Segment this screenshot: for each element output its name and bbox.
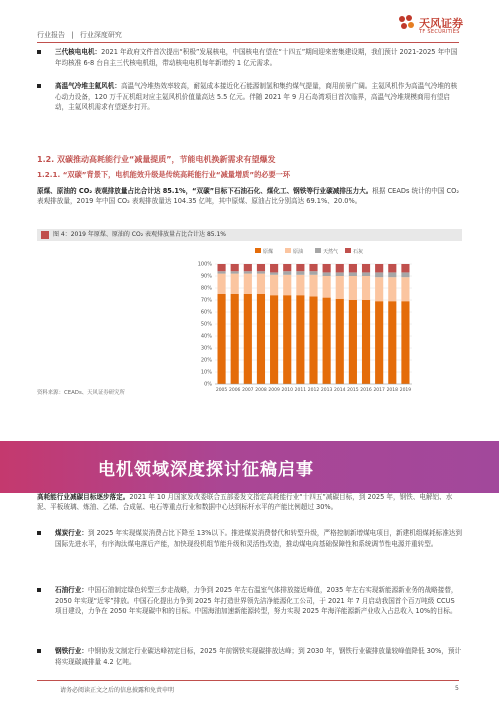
bar-segment: [270, 272, 278, 274]
bar-segment: [309, 271, 317, 275]
x-tick-label: 2012: [307, 388, 320, 393]
bullet-text: [55, 646, 462, 667]
bar-segment: [349, 272, 357, 276]
legend-label: 天然气: [323, 249, 339, 255]
paragraph-targets: [37, 492, 462, 512]
bullet-helium-fan: [37, 81, 462, 113]
x-tick-label: 2006: [228, 388, 241, 393]
bar-segment: [217, 264, 225, 271]
bar-segment: [336, 272, 344, 276]
x-tick-label: 2016: [360, 388, 372, 393]
bar-segment: [388, 301, 396, 384]
bar-segment: [401, 272, 409, 277]
bar-segment: [309, 264, 317, 271]
bar-segment: [362, 264, 370, 272]
x-tick-label: 2017: [373, 388, 385, 393]
legend-swatch: [315, 248, 321, 253]
bar-segment: [283, 275, 291, 295]
bar-segment: [349, 276, 357, 300]
page-number: 5: [455, 685, 459, 692]
bullet-oil: [37, 585, 462, 617]
bar-segment: [362, 276, 370, 300]
report-category: 行业深度研究: [79, 31, 122, 39]
bullet-marker: [37, 50, 41, 54]
bullet-text: [55, 528, 462, 549]
emissions-chart: [37, 244, 462, 394]
bar-segment: [296, 264, 304, 271]
bar-segment: [309, 296, 317, 384]
bar-segment: [375, 277, 383, 301]
bullet-label: 煤炭行业：: [55, 529, 88, 537]
breadcrumb: [37, 30, 126, 40]
paragraph-body: 2021 年 10 月国家发改委联合五部委发文指定高耗能行业“十四五”减碳目标，到 2025 年，钢铁、电解铝、水泥、平板玻璃、炼油、乙烯、合成氨、电石等重点行业和数据中心达到标杆水平的产能比例超过 30%。: [37, 493, 453, 512]
legend-label: 石灰: [353, 249, 364, 255]
bar-segment: [217, 274, 225, 294]
x-tick-label: 2013: [320, 388, 333, 393]
paragraph-emissions: [37, 186, 462, 206]
bar-segment: [244, 294, 252, 384]
x-tick-label: 2015: [347, 388, 359, 393]
bar-segment: [375, 272, 383, 277]
bullet-label: 高温气冷堆主氦风机：: [55, 82, 121, 90]
legend-swatch: [285, 248, 291, 253]
bar-segment: [296, 271, 304, 275]
bar-segment: [401, 301, 409, 384]
x-tick-label: 2019: [399, 388, 412, 393]
section-title: 1.2. 双碳推动高耗能行业“减量提质”，节能电机换新需求有望爆发: [37, 155, 276, 164]
bar-segment: [231, 264, 239, 271]
bar-segment: [349, 264, 357, 272]
chart-header-text: 图 4：2019 年原煤、原油的 CO₂ 表观排放量占比合计达 85.1%: [53, 231, 227, 238]
bar-segment: [296, 275, 304, 295]
x-tick-label: 2010: [281, 388, 293, 393]
chart-header: [37, 229, 462, 241]
y-tick-label: 80%: [200, 285, 212, 292]
x-tick-label: 2014: [334, 388, 346, 393]
paragraph-label: 高耗能行业减碳目标逐步落定。: [37, 493, 130, 501]
bar-segment: [388, 277, 396, 301]
subsection-title: 1.2.1. “双碳”背景下，电机能效升级是传统高耗能行业“减量增质”的必要一环: [37, 170, 291, 179]
bar-segment: [270, 295, 278, 384]
y-tick-label: 40%: [200, 333, 212, 340]
bar-segment: [388, 272, 396, 277]
footer-divider: [37, 680, 459, 681]
bar-segment: [257, 294, 265, 384]
paragraph-label: 原煤、原油的 CO₂ 表观排放量占比合计达 85.1%，“双碳”目标下石油石化、煤化工、钢铁等行业碳减排压力大。: [37, 187, 373, 195]
chart-source: 资料来源：CEADs、天风证券研究所: [37, 390, 125, 396]
bar-segment: [323, 272, 331, 276]
footer-disclaimer[interactable]: 请务必阅读正文之后的信息披露和免责申明: [60, 687, 175, 694]
bar-segment: [323, 264, 331, 272]
logo-mark-icon: [397, 14, 415, 32]
bar-segment: [270, 275, 278, 295]
bar-segment: [283, 271, 291, 275]
y-tick-label: 70%: [200, 297, 212, 304]
bar-segment: [257, 271, 265, 273]
bar-segment: [401, 264, 409, 272]
bar-segment: [296, 295, 304, 384]
bullet-label: 钢铁行业：: [55, 647, 88, 655]
x-tick-label: 2009: [268, 388, 280, 393]
bar-segment: [244, 274, 252, 294]
bar-segment: [257, 274, 265, 294]
bar-segment: [231, 274, 239, 294]
bar-segment: [336, 299, 344, 384]
bar-segment: [375, 301, 383, 384]
bar-segment: [244, 271, 252, 273]
bullet-marker: [37, 649, 41, 653]
bar-segment: [257, 264, 265, 271]
page-header: [0, 0, 499, 48]
bullet-marker: [37, 531, 41, 535]
x-tick-label: 2005: [215, 388, 228, 393]
bullet-body: 2021 年政府文件首次提出“积极”发展核电，中国核电有望在“十四五”期间迎来密集建设期，我们预计 2021-2025 年中国年均核准 6-8 台自主三代核电机组，带动核电电机每年新增约 1 亿元需求。: [55, 48, 458, 67]
company-logo: [397, 14, 479, 38]
bullet-coal: [37, 528, 462, 549]
bar-segment: [231, 271, 239, 273]
legend-label: 原煤: [263, 249, 274, 255]
legend-label: 原油: [293, 249, 304, 255]
paragraph-body: 根据 CEADs 统计的中国 CO₂ 表观排放量，2019 年中国 CO₂ 表观排放量达 104.35 亿吨，其中原煤、原油占比分别高达 69.1%、20.0%。: [37, 187, 459, 206]
bullet-nuclear-motor: [37, 47, 462, 68]
bar-segment: [401, 277, 409, 301]
bar-segment: [309, 275, 317, 297]
bullet-label: 石油行业：: [55, 586, 88, 594]
bullet-body: 到 2025 年实现煤炭消费占比下降至 13%以下。推进煤炭消费替代和转型升级，严格控制新增煤电项目，新建机组煤耗标准达到国际先进水平，有序淘汰煤电落后产能，加快现役机组节能升级和灵活性改造，推动煤电向基础保障性和系统调节性电源并重转型。: [55, 529, 462, 548]
x-tick-label: 2011: [294, 388, 307, 393]
legend-swatch: [345, 248, 351, 253]
bar-segment: [283, 264, 291, 271]
bar-segment: [362, 272, 370, 276]
bar-segment: [283, 295, 291, 384]
x-tick-label: 2007: [242, 388, 254, 393]
bar-segment: [270, 264, 278, 272]
bar-segment: [375, 264, 383, 272]
y-tick-label: 10%: [200, 369, 212, 376]
bar-segment: [336, 264, 344, 272]
y-tick-label: 90%: [200, 273, 212, 280]
bullet-marker: [37, 84, 41, 88]
bar-segment: [217, 294, 225, 384]
header-divider: [37, 42, 459, 43]
bar-segment: [349, 300, 357, 384]
chart-header-icon: [41, 231, 49, 239]
bar-segment: [323, 276, 331, 298]
bullet-marker: [37, 588, 41, 592]
bullet-body: 中国石油制定绿色转型三步走战略，力争到 2025 年左右温室气体排放接近峰值，2035 年左右实现新能源新业务的战略接替，2050 年实现“近零”排放。中国石化提出力争到 2025 年打造世界领先洁净能源化工公司，于 2021 年 7 月启动我国首个百万吨级 CCUS 项目建设，力争在 2050 年实现碳中和的目标。中国海油加速新能源转型，努力实现 2025 年海洋能源新产业收入占总收入 10%的目标。: [55, 586, 458, 615]
breadcrumb-separator: |: [71, 31, 74, 39]
x-tick-label: 2018: [386, 388, 399, 393]
logo-en-text: TF SECURITIES: [419, 29, 460, 35]
bullet-text: [55, 81, 462, 113]
bullet-text: [55, 585, 462, 617]
bullet-body: 中钢协发文制定行业碳达峰初定目标，2025 年前钢铁实现碳排放达峰；到 2030 年，钢铁行业碳排放量较峰值降低 30%，预计将实现碳减排量 4.2 亿吨。: [55, 647, 462, 666]
bullet-body: 高温气冷堆热效率较高，耐氦成本接近化石能源制氢和集约煤气提量，商用前景广阔。主氦风机作为高温气冷堆的核心动力设备，120 万千瓦机组对应主氦风机价值量高达 5.5 亿元。伴随 2021 年 9 月石岛湾项目首次临界，高温气冷堆规模商用有望启动，主氦风机需求有望逐步打开。: [55, 82, 458, 111]
y-tick-label: 20%: [200, 357, 212, 364]
report-type: 行业报告: [37, 31, 65, 39]
y-tick-label: 0%: [204, 381, 212, 388]
bullet-text: [55, 47, 462, 68]
bar-segment: [217, 271, 225, 273]
x-tick-label: 2008: [255, 388, 267, 393]
y-tick-label: 30%: [200, 345, 212, 352]
y-tick-label: 50%: [200, 321, 212, 328]
legend-swatch: [255, 248, 261, 253]
bar-segment: [388, 264, 396, 272]
logo-cn-text: 天风证券: [419, 17, 463, 30]
bullet-label: 三代核电电机：: [55, 48, 102, 56]
bar-segment: [323, 298, 331, 384]
y-tick-label: 60%: [200, 309, 212, 316]
bullet-steel: [37, 646, 462, 667]
bar-segment: [231, 294, 239, 384]
y-tick-label: 100%: [197, 261, 212, 268]
bar-segment: [244, 264, 252, 271]
bar-segment: [362, 300, 370, 384]
banner-title[interactable]: 电机领域深度探讨征稿启事: [98, 460, 314, 480]
bar-segment: [336, 276, 344, 299]
